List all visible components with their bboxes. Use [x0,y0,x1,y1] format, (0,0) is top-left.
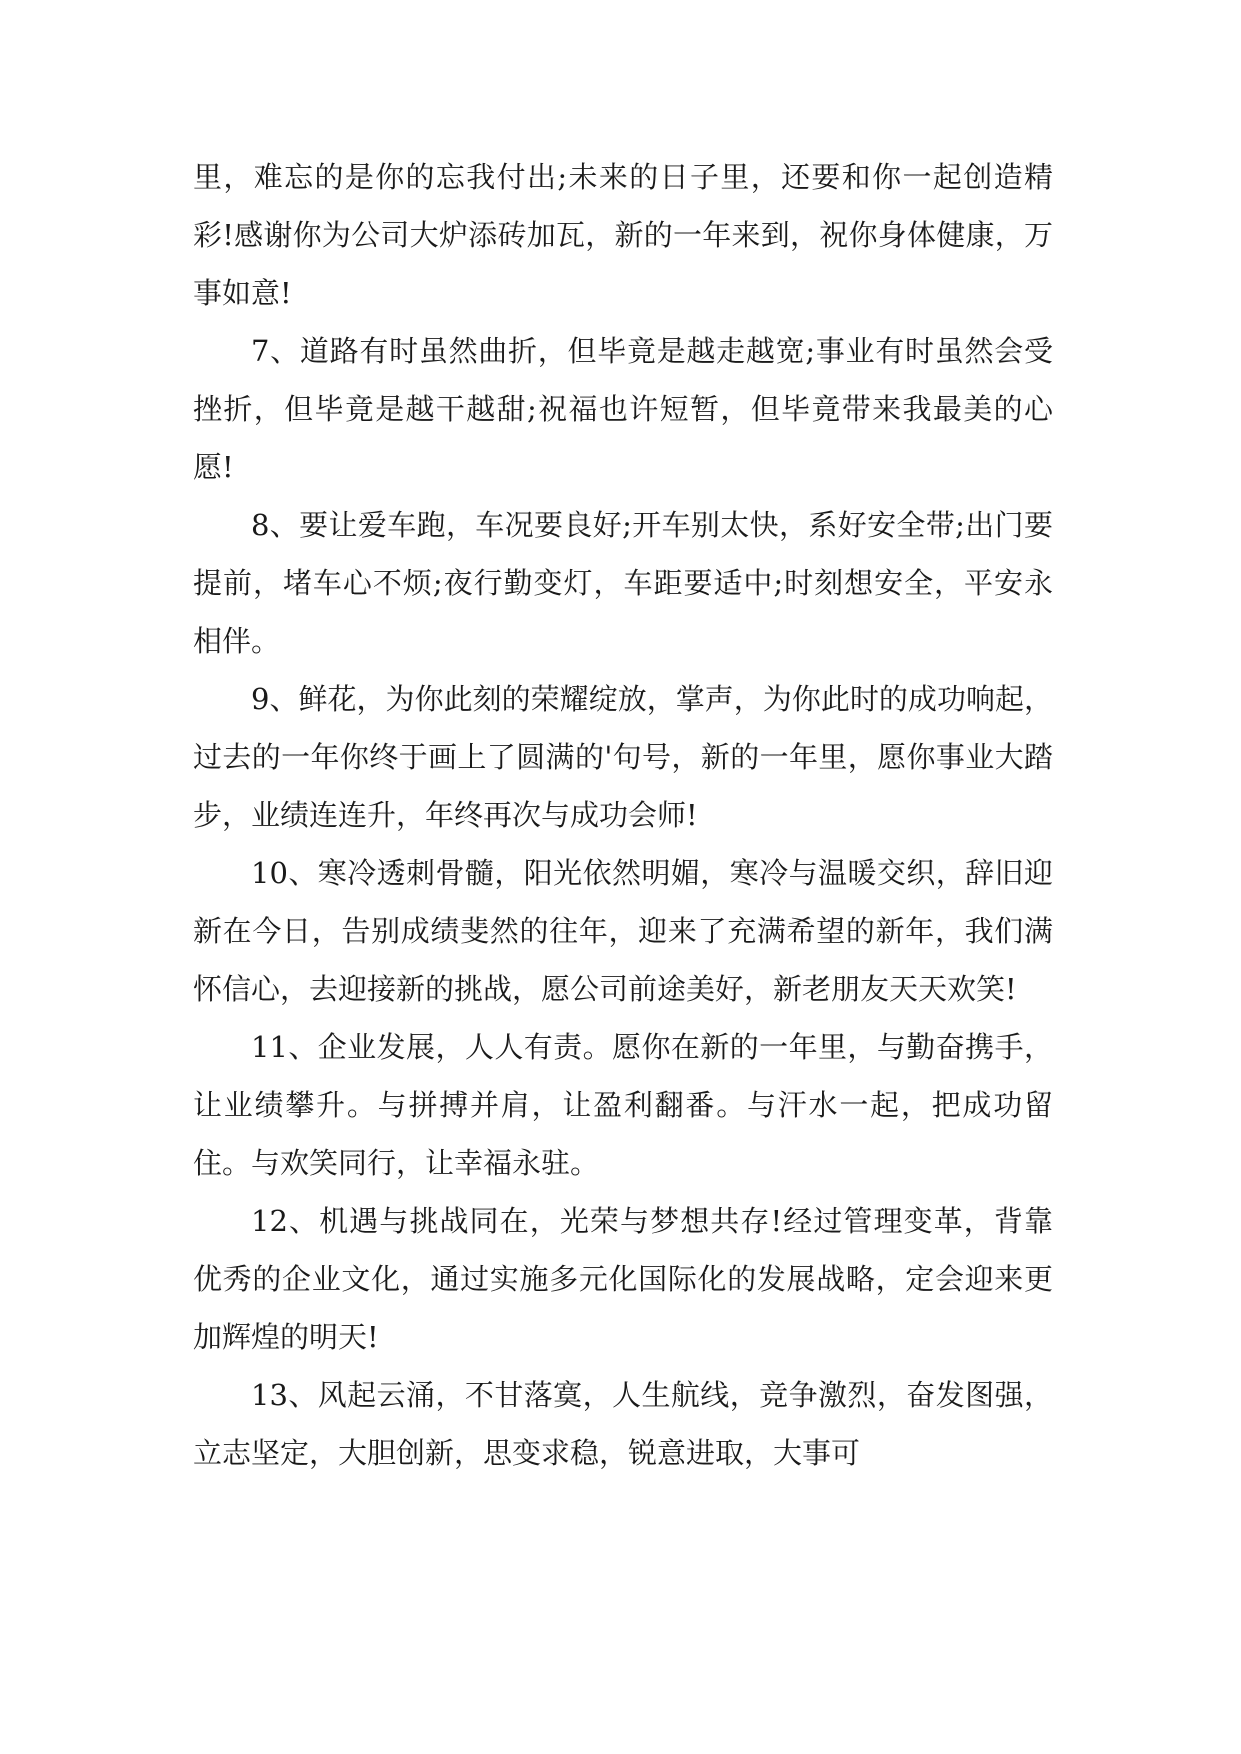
paragraph-11: 11、企业发展，人人有责。愿你在新的一年里，与勤奋携手，让业绩攀升。与拼搏并肩，让盈利翻番。与汗水一起，把成功留住。与欢笑同行，让幸福永驻。 [193,1030,1053,1180]
paragraph-12: 12、机遇与挑战同在，光荣与梦想共存!经过管理变革，背靠优秀的企业文化，通过实施多元化国际化的发展战略，定会迎来更加辉煌的明天! [193,1204,1053,1354]
paragraph-13: 13、风起云涌，不甘落寞，人生航线，竞争激烈，奋发图强，立志坚定，大胆创新，思变求稳，锐意进取，大事可 [193,1378,1053,1470]
paragraph-7: 7、道路有时虽然曲折，但毕竟是越走越宽;事业有时虽然会受挫折，但毕竟是越干越甜;祝福也许短暂，但毕竟带来我最美的心愿! [193,334,1053,484]
paragraph-continuation: 里，难忘的是你的忘我付出;未来的日子里，还要和你一起创造精彩!感谢你为公司大炉添砖加瓦，新的一年来到，祝你身体健康，万事如意! [193,160,1053,310]
document-page [193,148,1053,1482]
paragraph-9: 9、鲜花，为你此刻的荣耀绽放，掌声，为你此时的成功响起，过去的一年你终于画上了圆满的'句号，新的一年里，愿你事业大踏步，业绩连连升，年终再次与成功会师! [193,682,1053,832]
paragraph-8: 8、要让爱车跑，车况要良好;开车别太快，系好安全带;出门要提前，堵车心不烦;夜行勤变灯，车距要适中;时刻想安全，平安永相伴。 [193,508,1053,658]
paragraph-10: 10、寒冷透刺骨髓，阳光依然明媚，寒冷与温暖交织，辞旧迎新在今日，告别成绩斐然的往年，迎来了充满希望的新年，我们满怀信心，去迎接新的挑战，愿公司前途美好，新老朋友天天欢笑! [193,856,1053,1006]
